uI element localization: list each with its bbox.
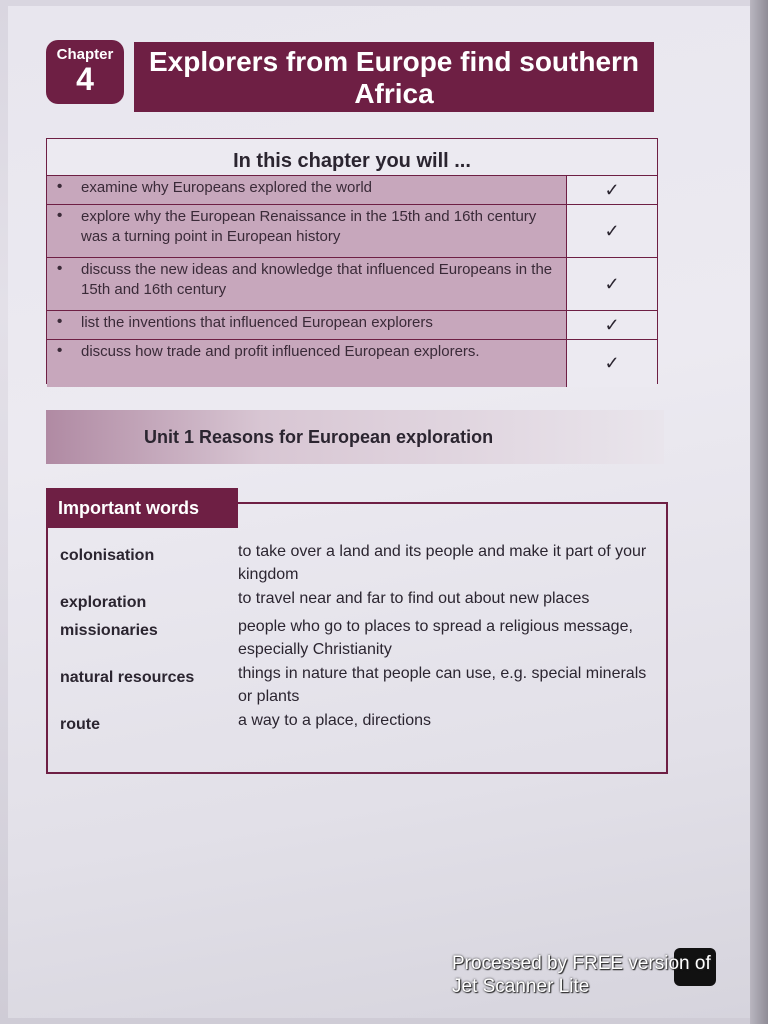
word-entry (60, 587, 660, 614)
unit-heading: Unit 1 Reasons for European exploration (46, 410, 664, 464)
word-term: exploration (60, 594, 147, 611)
check-icon: ✓ (566, 176, 657, 204)
objectives-heading: In this chapter you will ... (47, 139, 657, 176)
objective-row (47, 258, 657, 311)
word-definition: to take over a land and its people and make it part of your kingdom (238, 543, 647, 583)
word-definition: people who go to places to spread a religious message, especially Christianity (238, 618, 633, 658)
objective-text: • discuss how trade and profit influenced European explorers. (47, 340, 566, 387)
check-icon: ✓ (566, 205, 657, 257)
watermark-line2: Jet Scanner Lite (452, 976, 590, 997)
book-spine (750, 0, 768, 1024)
word-definition: a way to a place, directions (238, 712, 431, 729)
chapter-badge (46, 40, 124, 104)
word-definition: things in nature that people can use, e.g. special minerals or plants (238, 665, 647, 705)
watermark-line1: Processed by FREE version of (452, 953, 711, 974)
objective-row (47, 311, 657, 340)
objectives-table (46, 138, 658, 384)
word-entry (60, 615, 660, 661)
word-entry (60, 709, 660, 736)
word-entry (60, 540, 660, 586)
chapter-number: 4 (76, 61, 94, 97)
word-term: natural resources (60, 669, 195, 686)
check-icon: ✓ (566, 258, 657, 310)
objective-row (47, 340, 657, 387)
word-entry (60, 662, 660, 708)
word-definition: to travel near and far to find out about new places (238, 590, 590, 607)
check-icon: ✓ (566, 340, 657, 387)
chapter-label: Chapter (56, 46, 114, 63)
objective-text: • discuss the new ideas and knowledge that influenced Europeans in the 15th and 16th century (47, 258, 566, 310)
important-words-box (46, 502, 668, 774)
objective-text: • examine why Europeans explored the world (47, 176, 566, 204)
objective-row (47, 205, 657, 258)
objective-row (47, 176, 657, 205)
important-words-heading: Important words (46, 488, 238, 528)
scanner-watermark (452, 952, 711, 998)
objective-text: • list the inventions that influenced European explorers (47, 311, 566, 339)
word-term: colonisation (60, 547, 155, 564)
objective-text: • explore why the European Renaissance in the 15th and 16th century was a turning point in European history (47, 205, 566, 257)
chapter-title: Explorers from Europe find southern Africa (134, 42, 654, 112)
check-icon: ✓ (566, 311, 657, 339)
word-term: route (60, 716, 100, 733)
word-term: missionaries (60, 622, 158, 639)
word-list (60, 540, 660, 737)
